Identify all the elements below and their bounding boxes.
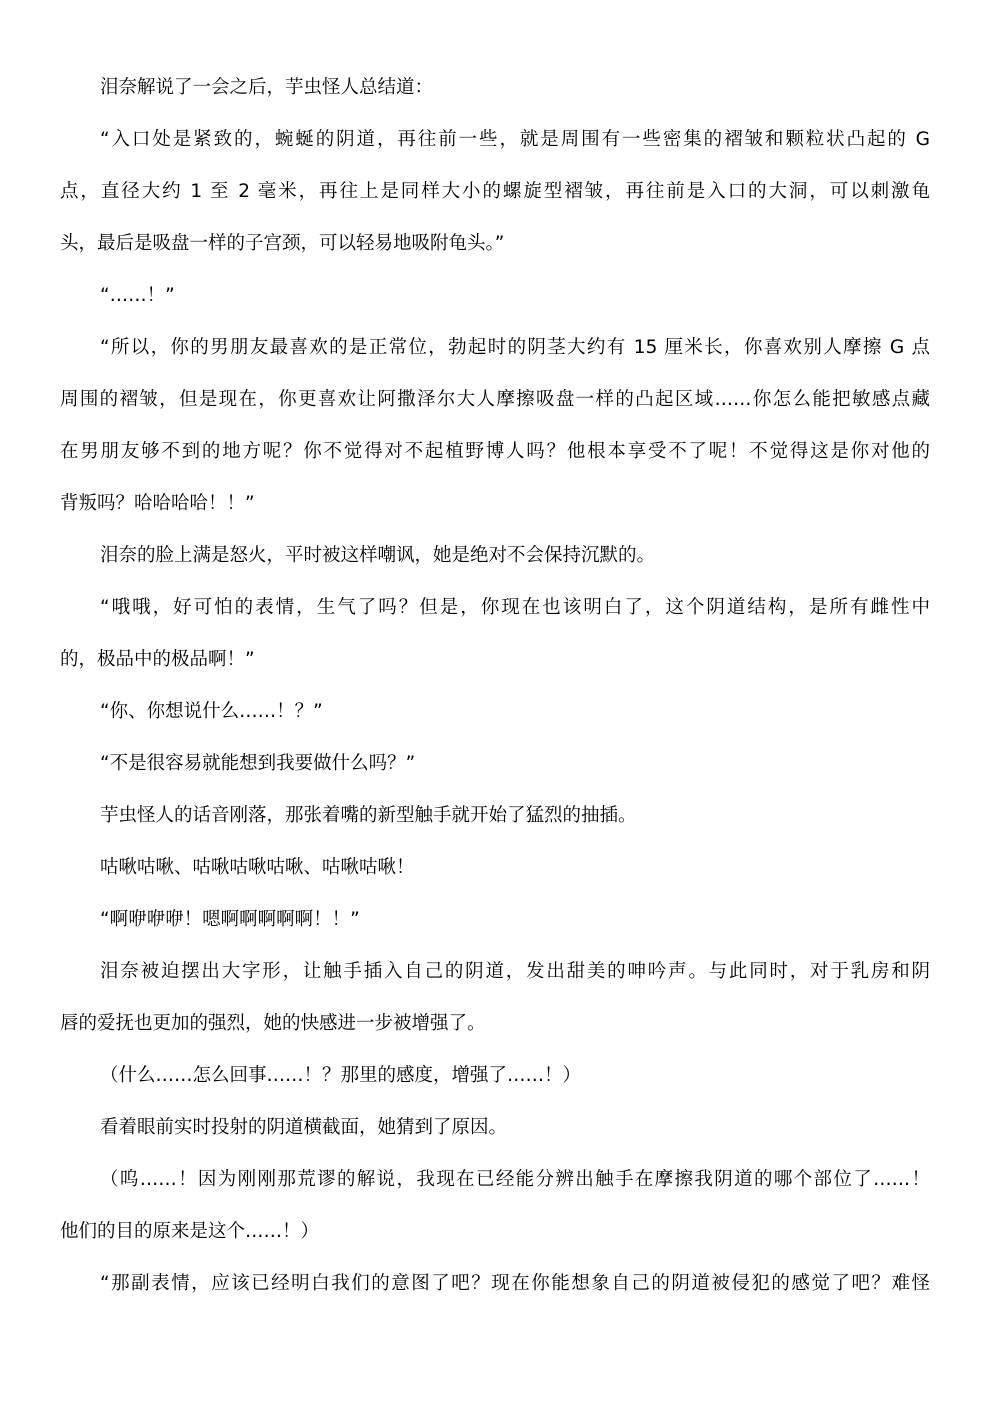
text-line: 泪奈被迫摆出大字形，让触手插入自己的阴道，发出甜美的呻吟声。与此同时，对于乳房和阴	[100, 961, 930, 982]
text-line: “啊咿咿咿！嗯啊啊啊啊啊！！”	[100, 909, 360, 930]
text-line: “不是很容易就能想到我要做什么吗？”	[100, 753, 416, 774]
paragraph	[60, 592, 930, 696]
document-body	[60, 72, 930, 1320]
paragraph	[60, 280, 930, 332]
text-line: 看着眼前实时投射的阴道横截面，她猜到了原因。	[100, 1117, 508, 1138]
text-line: 泪奈解说了一会之后，芋虫怪人总结道：	[100, 77, 434, 98]
paragraph	[60, 696, 930, 748]
text-line: （什么……怎么回事……！？那里的感度，增强了……！）	[100, 1065, 582, 1086]
paragraph	[60, 1268, 930, 1320]
text-line: “……！”	[100, 285, 175, 306]
paragraph	[60, 748, 930, 800]
text-line: 头，最后是吸盘一样的子宫颈，可以轻易地吸附龟头。”	[60, 233, 505, 254]
text-line: （呜……！因为刚刚那荒谬的解说，我现在已经能分辨出触手在摩擦我阴道的哪个部位了……！	[100, 1169, 930, 1190]
paragraph	[60, 72, 930, 124]
text-line: “那副表情，应该已经明白我们的意图了吧？现在你能想象自己的阴道被侵犯的感觉了吧？难怪	[100, 1273, 930, 1294]
text-line: “哦哦，好可怕的表情，生气了吗？但是，你现在也该明白了，这个阴道结构，是所有雌性中	[100, 597, 930, 618]
paragraph	[60, 1112, 930, 1164]
paragraph	[60, 852, 930, 904]
text-line: 背叛吗？哈哈哈哈！！”	[60, 493, 255, 514]
text-line: 唇的爱抚也更加的强烈，她的快感进一步被增强了。	[60, 1013, 486, 1034]
text-line: “所以，你的男朋友最喜欢的是正常位，勃起时的阴茎大约有 15 厘米长，你喜欢别人摩擦 G 点	[100, 337, 930, 358]
text-line: “你、你想说什么……！？”	[100, 701, 323, 722]
paragraph	[60, 1164, 930, 1268]
paragraph	[60, 800, 930, 852]
text-line: 在男朋友够不到的地方呢？你不觉得对不起植野博人吗？他根本享受不了呢！不觉得这是你对他的	[60, 441, 930, 462]
text-line: 他们的目的原来是这个……！）	[60, 1221, 320, 1242]
text-line: 的，极品中的极品啊！”	[60, 649, 255, 670]
paragraph	[60, 540, 930, 592]
paragraph	[60, 956, 930, 1060]
text-line: “入口处是紧致的，蜿蜒的阴道，再往前一些，就是周围有一些密集的褶皱和颗粒状凸起的 G	[100, 129, 930, 150]
text-line: 点，直径大约 1 至 2 毫米，再往上是同样大小的螺旋型褶皱，再往前是入口的大洞，可以刺激龟	[60, 181, 930, 202]
text-line: 咕啾咕啾、咕啾咕啾咕啾、咕啾咕啾！	[100, 857, 415, 878]
paragraph	[60, 904, 930, 956]
text-line: 周围的褶皱，但是现在，你更喜欢让阿撒泽尔大人摩擦吸盘一样的凸起区域……你怎么能把敏感点藏	[60, 389, 930, 410]
paragraph	[60, 332, 930, 540]
text-line: 泪奈的脸上满是怒火，平时被这样嘲讽，她是绝对不会保持沉默的。	[100, 545, 656, 566]
paragraph	[60, 1060, 930, 1112]
text-line: 芋虫怪人的话音刚落，那张着嘴的新型触手就开始了猛烈的抽插。	[100, 805, 637, 826]
paragraph	[60, 124, 930, 280]
